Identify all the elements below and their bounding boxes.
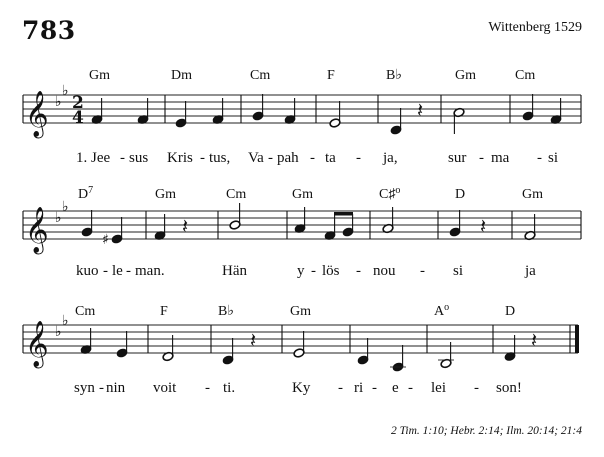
lyric-syllable: e bbox=[392, 380, 399, 396]
diminished-superscript: o bbox=[395, 185, 401, 196]
note bbox=[453, 107, 465, 134]
note bbox=[175, 101, 187, 128]
lyric-syllable: Hän bbox=[222, 263, 247, 279]
chord-symbol: F bbox=[327, 68, 335, 83]
svg-text:♭: ♭ bbox=[62, 199, 69, 215]
lyrics-line bbox=[74, 380, 522, 396]
svg-text:♭: ♭ bbox=[55, 324, 62, 340]
svg-text:4: 4 bbox=[72, 108, 84, 128]
lyric-syllable: nin bbox=[106, 380, 126, 396]
key-signature bbox=[55, 199, 69, 226]
final-barline-thick bbox=[575, 325, 579, 353]
quarter-rest-icon: 𝄽 bbox=[531, 328, 538, 352]
lyric-syllable: Kris bbox=[167, 150, 193, 166]
lyric-syllable: le bbox=[112, 263, 123, 279]
lyrics-line bbox=[76, 150, 558, 166]
chord-symbol: Dm bbox=[171, 68, 192, 83]
note bbox=[357, 338, 369, 365]
quarter-rest-icon: 𝄽 bbox=[182, 214, 189, 238]
svg-text:♭: ♭ bbox=[62, 313, 69, 329]
scripture-references: 2 Tim. 1:10; Hebr. 2:14; Ilm. 20:14; 21:4 bbox=[390, 425, 582, 437]
lyric-syllable: si bbox=[548, 150, 559, 166]
note bbox=[81, 210, 93, 237]
hymn-number: 783 bbox=[22, 16, 76, 45]
tune-source: Wittenberg 1529 bbox=[488, 20, 582, 35]
lyric-syllable: sus bbox=[129, 150, 149, 166]
lyric-syllable: nou bbox=[373, 263, 396, 279]
staff bbox=[23, 95, 581, 123]
chord-symbol: Cm bbox=[250, 68, 271, 83]
lyric-hyphen: - bbox=[537, 150, 542, 166]
quarter-rest-icon: 𝄽 bbox=[250, 328, 257, 352]
lyric-syllable: ja, bbox=[383, 150, 398, 166]
chord-symbol: F bbox=[160, 304, 168, 319]
lyrics-line bbox=[76, 263, 536, 279]
svg-text:♭: ♭ bbox=[62, 83, 69, 99]
chord-symbol: C♯$^o$ bbox=[379, 185, 401, 202]
note bbox=[252, 94, 264, 121]
lyric-syllable: tus, bbox=[209, 150, 231, 166]
note bbox=[229, 203, 241, 230]
eighth-beam bbox=[334, 212, 353, 216]
lyric-syllable: pah bbox=[277, 150, 299, 166]
lyric-hyphen: - bbox=[120, 150, 125, 166]
lyric-hyphen: - bbox=[200, 150, 205, 166]
lyric-syllable: Va bbox=[248, 150, 264, 166]
chord-symbol: Gm bbox=[455, 68, 476, 83]
lyric-hyphen: - bbox=[420, 263, 425, 279]
lyric-syllable: Ky bbox=[292, 380, 311, 396]
key-signature bbox=[55, 313, 69, 340]
lyric-syllable: ri bbox=[354, 380, 364, 396]
lyric-syllable: voit bbox=[153, 380, 177, 396]
treble-clef-icon: 𝄞 bbox=[25, 207, 49, 253]
treble-clef-icon: 𝄞 bbox=[25, 91, 49, 137]
lyric-syllable: syn bbox=[74, 380, 95, 396]
note bbox=[111, 217, 123, 244]
time-signature bbox=[72, 93, 84, 128]
lyric-hyphen: - bbox=[310, 150, 315, 166]
note bbox=[522, 94, 534, 121]
lyric-hyphen: - bbox=[205, 380, 210, 396]
lyric-syllable: si bbox=[453, 263, 464, 279]
svg-text:♭: ♭ bbox=[55, 94, 62, 110]
lyric-syllable: ja bbox=[525, 263, 536, 279]
system-1 bbox=[23, 68, 581, 166]
lyric-syllable: ti. bbox=[223, 380, 236, 396]
chord-symbol: Gm bbox=[522, 187, 543, 202]
note bbox=[116, 331, 128, 358]
lyric-syllable: man. bbox=[135, 263, 165, 279]
diminished-superscript: o bbox=[444, 302, 450, 313]
chord-symbol: $D^7$ bbox=[78, 185, 94, 202]
chord-symbol: Cm bbox=[75, 304, 96, 319]
system-3 bbox=[23, 302, 579, 396]
lyric-syllable: 1. Jee bbox=[76, 150, 111, 166]
note bbox=[329, 101, 341, 128]
chord-symbol: Cm bbox=[515, 68, 536, 83]
lyric-hyphen: - bbox=[479, 150, 484, 166]
chord-symbol: Gm bbox=[290, 304, 311, 319]
treble-clef-icon: 𝄞 bbox=[25, 321, 49, 367]
chord-symbol: D bbox=[455, 187, 466, 202]
lyric-syllable: ma bbox=[491, 150, 510, 166]
lyric-syllable: kuo bbox=[76, 263, 99, 279]
lyric-syllable: sur bbox=[448, 150, 467, 166]
chord-symbol: Gm bbox=[292, 187, 313, 202]
lyric-hyphen: - bbox=[268, 150, 273, 166]
system-2 bbox=[23, 185, 581, 279]
note bbox=[342, 214, 354, 237]
note bbox=[222, 338, 234, 365]
chord-symbol: Cm bbox=[226, 187, 247, 202]
sharp-icon: ♯ bbox=[102, 232, 109, 248]
lyric-hyphen: - bbox=[356, 150, 361, 166]
lyric-syllable: son! bbox=[496, 380, 522, 396]
key-signature bbox=[55, 83, 69, 110]
chord-symbol: Gm bbox=[155, 187, 176, 202]
chord-symbol: B♭ bbox=[218, 304, 234, 319]
lyric-syllable: lös bbox=[322, 263, 340, 279]
lyric-hyphen: - bbox=[126, 263, 131, 279]
lyric-syllable: lei bbox=[431, 380, 446, 396]
lyric-syllable: ta bbox=[325, 150, 336, 166]
chord-seventh-superscript: 7 bbox=[88, 185, 94, 196]
lyric-hyphen: - bbox=[474, 380, 479, 396]
note bbox=[390, 108, 402, 135]
lyric-syllable: y bbox=[297, 263, 305, 279]
note bbox=[449, 210, 461, 237]
lyric-hyphen: - bbox=[338, 380, 343, 396]
note bbox=[293, 331, 305, 358]
lyric-hyphen: - bbox=[372, 380, 377, 396]
chord-symbol: $A^o$ bbox=[434, 302, 450, 319]
chord-symbol: D bbox=[505, 304, 516, 319]
lyric-hyphen: - bbox=[408, 380, 413, 396]
lyric-hyphen: - bbox=[356, 263, 361, 279]
svg-text:♭: ♭ bbox=[55, 210, 62, 226]
lyric-hyphen: - bbox=[311, 263, 316, 279]
lyric-hyphen: - bbox=[103, 263, 108, 279]
note bbox=[392, 345, 404, 372]
quarter-rest-icon: 𝄽 bbox=[480, 214, 487, 238]
chord-symbol: Gm bbox=[89, 68, 110, 83]
chord-symbol: B♭ bbox=[386, 68, 402, 83]
svg-text:2: 2 bbox=[72, 93, 84, 113]
lyric-hyphen: - bbox=[99, 380, 104, 396]
quarter-rest-icon: 𝄽 bbox=[417, 98, 424, 122]
